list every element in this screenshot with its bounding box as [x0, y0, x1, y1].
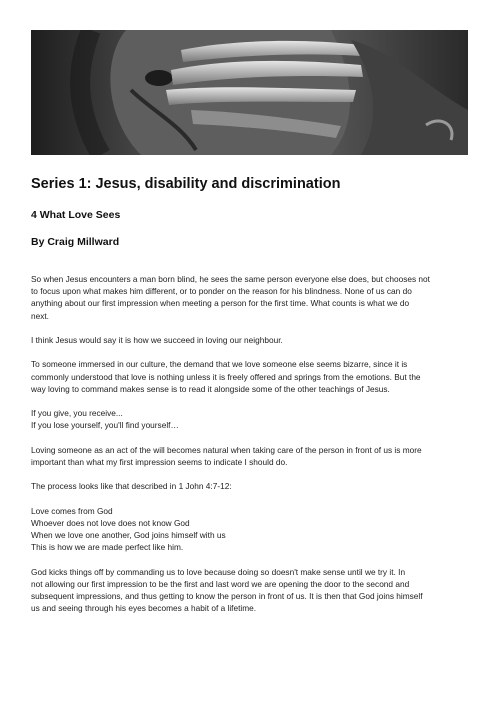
text-line: anything about our first impression when meeting a person for the first time. What counts is what we do	[31, 298, 410, 309]
text-line: Love comes from God	[31, 505, 113, 516]
text-line: important than what my first impression seems to indicate I should do.	[31, 456, 288, 467]
page-title: Series 1: Jesus, disability and discrimination	[31, 176, 341, 192]
text-line: not allowing our first impression to be the first and last word we are opening the door to the second and	[31, 578, 410, 589]
text-line: This is how we are made perfect like him.	[31, 542, 184, 553]
text-line: to focus upon what makes him different, or to ponder on the reason for his blindness. None of us can do	[31, 286, 412, 297]
paragraph	[31, 273, 471, 322]
article-body	[31, 273, 471, 627]
text-line: Loving someone as an act of the will becomes natural when taking care of the person in front of us is more	[31, 444, 422, 455]
text-line: way loving to command makes sense is to read it alongside some of the other teachings of Jesus.	[31, 383, 390, 394]
paragraph	[31, 334, 471, 346]
text-line: The process looks like that described in 1 John 4:7-12:	[31, 481, 232, 492]
author-byline: By Craig Millward	[31, 236, 120, 248]
paragraph	[31, 407, 471, 431]
text-line: When we love one another, God joins himself with us	[31, 530, 226, 541]
scripture-passage	[31, 505, 471, 554]
text-line: Whoever does not love does not know God	[31, 517, 190, 528]
text-line: us and seeing through his eyes becomes a habit of a lifetime.	[31, 603, 257, 614]
header-photo	[31, 30, 468, 155]
paragraph	[31, 566, 471, 615]
paragraph	[31, 444, 471, 468]
text-line: To someone immersed in our culture, the demand that we love someone else seems bizarre, since it is	[31, 359, 408, 370]
text-line: If you give, you receive...	[31, 408, 123, 419]
section-subtitle: 4 What Love Sees	[31, 209, 121, 221]
text-line: next.	[31, 310, 49, 321]
text-line: God kicks things off by commanding us to love because doing so doesn't make sense until we try it. In	[31, 566, 406, 577]
text-line: So when Jesus encounters a man born blind, he sees the same person everyone else does, but chooses not	[31, 274, 430, 284]
text-line: subsequent impressions, and thus getting to know the person in front of us. It is then that God joins himself	[31, 591, 423, 602]
sculpture-illustration	[31, 30, 468, 155]
paragraph	[31, 358, 471, 395]
text-line: I think Jesus would say it is how we succeed in loving our neighbour.	[31, 335, 283, 345]
text-line: commonly understood that love is nothing unless it is freely offered and springs from the emotions. But the	[31, 371, 421, 382]
text-line: If you lose yourself, you'll find yourself…	[31, 420, 179, 431]
paragraph	[31, 480, 471, 492]
